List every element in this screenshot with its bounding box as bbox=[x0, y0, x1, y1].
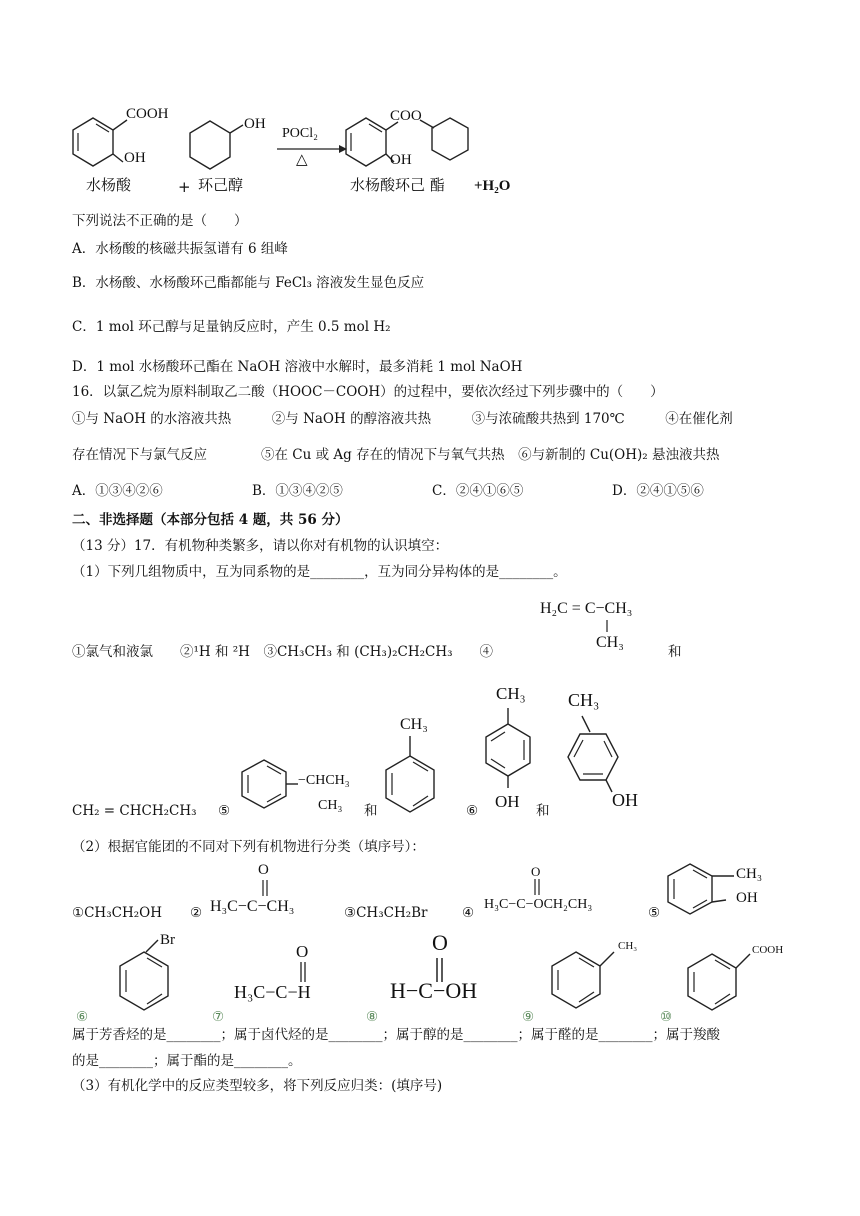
item5-marker: ⑤ bbox=[218, 803, 231, 819]
ester-coo: COO bbox=[390, 108, 422, 124]
q16-steps-line1: ①与 NaOH 的水溶液共热 ②与 NaOH 的醇溶液共热 ③与浓硫酸共热到 170℃ ④在催化剂 bbox=[72, 411, 733, 427]
p-cresol-oh: OH bbox=[495, 792, 520, 811]
p-cresol-structure bbox=[478, 700, 538, 800]
classify-line2: 的是________；属于酯的是________。 bbox=[72, 1053, 302, 1069]
cumene-ch3: CH₃ bbox=[318, 798, 343, 813]
q16-option-c[interactable]: C．②④①⑥⑤ bbox=[432, 483, 524, 499]
acetone-double-bond bbox=[260, 880, 270, 898]
ester-chain: H₃C−C−OCH₂CH₃ bbox=[484, 897, 593, 912]
and-word-5: 和 bbox=[364, 803, 378, 819]
toluene-structure-9 bbox=[540, 938, 630, 1018]
acetone-chain: H₃C−C−CH₃ bbox=[210, 898, 295, 915]
cyclohexanol-label: 环己醇 bbox=[198, 176, 244, 194]
heat-symbol: △ bbox=[296, 152, 308, 168]
section2-heading: 二、非选择题（本部分包括 4 题，共 56 分） bbox=[72, 512, 349, 528]
q15-option-d[interactable]: D．1 mol 水杨酸环己酯在 NaOH 溶液中水解时，最多消耗 1 mol NaOH bbox=[72, 359, 523, 375]
q16-option-d[interactable]: D．②④①⑤⑥ bbox=[612, 483, 704, 499]
salicylic-acid-label: 水杨酸 bbox=[86, 176, 132, 194]
q17-items-line: ①氯气和液氯 ②¹H 和 ²H ③CH₃CH₃ 和 (CH₃)₂CH₂CH₃ ④ bbox=[72, 644, 494, 660]
isobutene-ch3: CH₃ bbox=[596, 634, 624, 651]
isobutene-top: H₂C = C−CH₃ bbox=[540, 600, 633, 617]
q17-part1: （1）下列几组物质中，互为同系物的是________，互为同分异构体的是________。 bbox=[72, 564, 567, 580]
and-word-4: 和 bbox=[668, 644, 682, 660]
toluene-ch3-9: CH₃ bbox=[618, 940, 638, 952]
compound-9-marker: ⑨ bbox=[522, 1009, 535, 1025]
bromobenzene-structure bbox=[92, 930, 192, 1020]
isobutene-bond bbox=[602, 620, 612, 634]
compound-2-marker: ② bbox=[190, 905, 203, 921]
q15-option-a[interactable]: A．水杨酸的核磁共振氢谱有 6 组峰 bbox=[72, 241, 288, 257]
formic-o: O bbox=[432, 930, 448, 955]
and-word-6: 和 bbox=[536, 803, 550, 819]
q16-prompt: 16．以氯乙烷为原料制取乙二酸（HOOC－COOH）的过程中，要依次经过下列步骤中的（ ） bbox=[72, 384, 664, 400]
bromo-br: Br bbox=[160, 932, 175, 948]
compound-5-marker: ⑤ bbox=[648, 905, 661, 921]
compound-10-marker: ⑩ bbox=[660, 1009, 673, 1025]
compound-7-marker: ⑦ bbox=[212, 1009, 225, 1025]
o-cresol-oh: OH bbox=[736, 890, 758, 906]
plus-sign: + bbox=[178, 178, 191, 196]
cyclohexyl-salicylate-structure bbox=[338, 110, 508, 180]
ester-o: O bbox=[531, 864, 541, 879]
item6-marker: ⑥ bbox=[466, 803, 479, 819]
acetaldehyde-chain: H₃C−C−H bbox=[234, 982, 311, 1002]
o-cresol-structure bbox=[662, 860, 732, 922]
salicylic-cooh: COOH bbox=[126, 106, 169, 122]
toluene-structure-5 bbox=[376, 720, 446, 820]
compound-3: ③CH₃CH₂Br bbox=[344, 905, 428, 921]
m-cresol-ch3: CH₃ bbox=[568, 690, 600, 710]
cumene-ch: −CHCH₃ bbox=[298, 773, 350, 788]
q17-part2: （2）根据官能团的不同对下列有机物进行分类（填序号）： bbox=[72, 839, 425, 855]
compound-4-marker: ④ bbox=[462, 905, 475, 921]
classify-line1: 属于芳香烃的是________；属于卤代烃的是________；属于醇的是________；属于醛的是________；属于羧酸 bbox=[72, 1027, 720, 1043]
compound-8-marker: ⑧ bbox=[366, 1009, 379, 1025]
cyclohexanol-oh: OH bbox=[244, 116, 266, 132]
reagent-pocl2: POCl₂ bbox=[282, 126, 319, 141]
p-cresol-ch3: CH₃ bbox=[496, 684, 526, 703]
o-cresol-ch3: CH₃ bbox=[736, 866, 763, 882]
ester-oh: OH bbox=[390, 152, 412, 168]
m-cresol-oh: OH bbox=[612, 790, 638, 810]
salicylic-oh: OH bbox=[124, 150, 146, 166]
q17-part3: （3）有机化学中的反应类型较多，将下列反应归类：(填序号) bbox=[72, 1078, 443, 1094]
q15-option-c[interactable]: C．1 mol 环己醇与足量钠反应时，产生 0.5 mol H₂ bbox=[72, 319, 391, 335]
benzoic-cooh: COOH bbox=[752, 944, 784, 956]
compound-6-marker: ⑥ bbox=[76, 1009, 89, 1025]
product-label: 水杨酸环己 酯 bbox=[350, 176, 445, 194]
q15-prompt: 下列说法不正确的是（ ） bbox=[72, 213, 248, 229]
compound-1: ①CH₃CH₂OH bbox=[72, 905, 162, 921]
toluene-ch3-5: CH₃ bbox=[400, 716, 428, 733]
q16-option-a[interactable]: A．①③④②⑥ bbox=[72, 483, 163, 499]
q15-option-b[interactable]: B．水杨酸、水杨酸环己酯都能与 FeCl₃ 溶液发生显色反应 bbox=[72, 275, 425, 291]
acetaldehyde-double-bond bbox=[298, 962, 308, 984]
q16-steps-line2: 存在情况下与氯气反应 ⑤在 Cu 或 Ag 存在的情况下与氧气共热 ⑥与新制的 Cu(OH)₂ 悬浊液共热 bbox=[72, 447, 720, 463]
butene-formula: CH₂ = CHCH₂CH₃ bbox=[72, 803, 197, 819]
q17-intro: （13 分）17．有机物种类繁多，请以你对有机物的认识填空： bbox=[72, 538, 449, 554]
ester-double-bond bbox=[532, 879, 542, 897]
m-cresol-structure bbox=[552, 702, 642, 802]
acetone-o: O bbox=[258, 862, 269, 878]
formic-chain: H−C−OH bbox=[390, 978, 478, 1003]
reaction-arrow bbox=[277, 144, 347, 154]
acetaldehyde-o: O bbox=[296, 942, 309, 961]
water-product: +H₂O bbox=[474, 178, 511, 194]
q16-option-b[interactable]: B．①③④②⑤ bbox=[252, 483, 343, 499]
